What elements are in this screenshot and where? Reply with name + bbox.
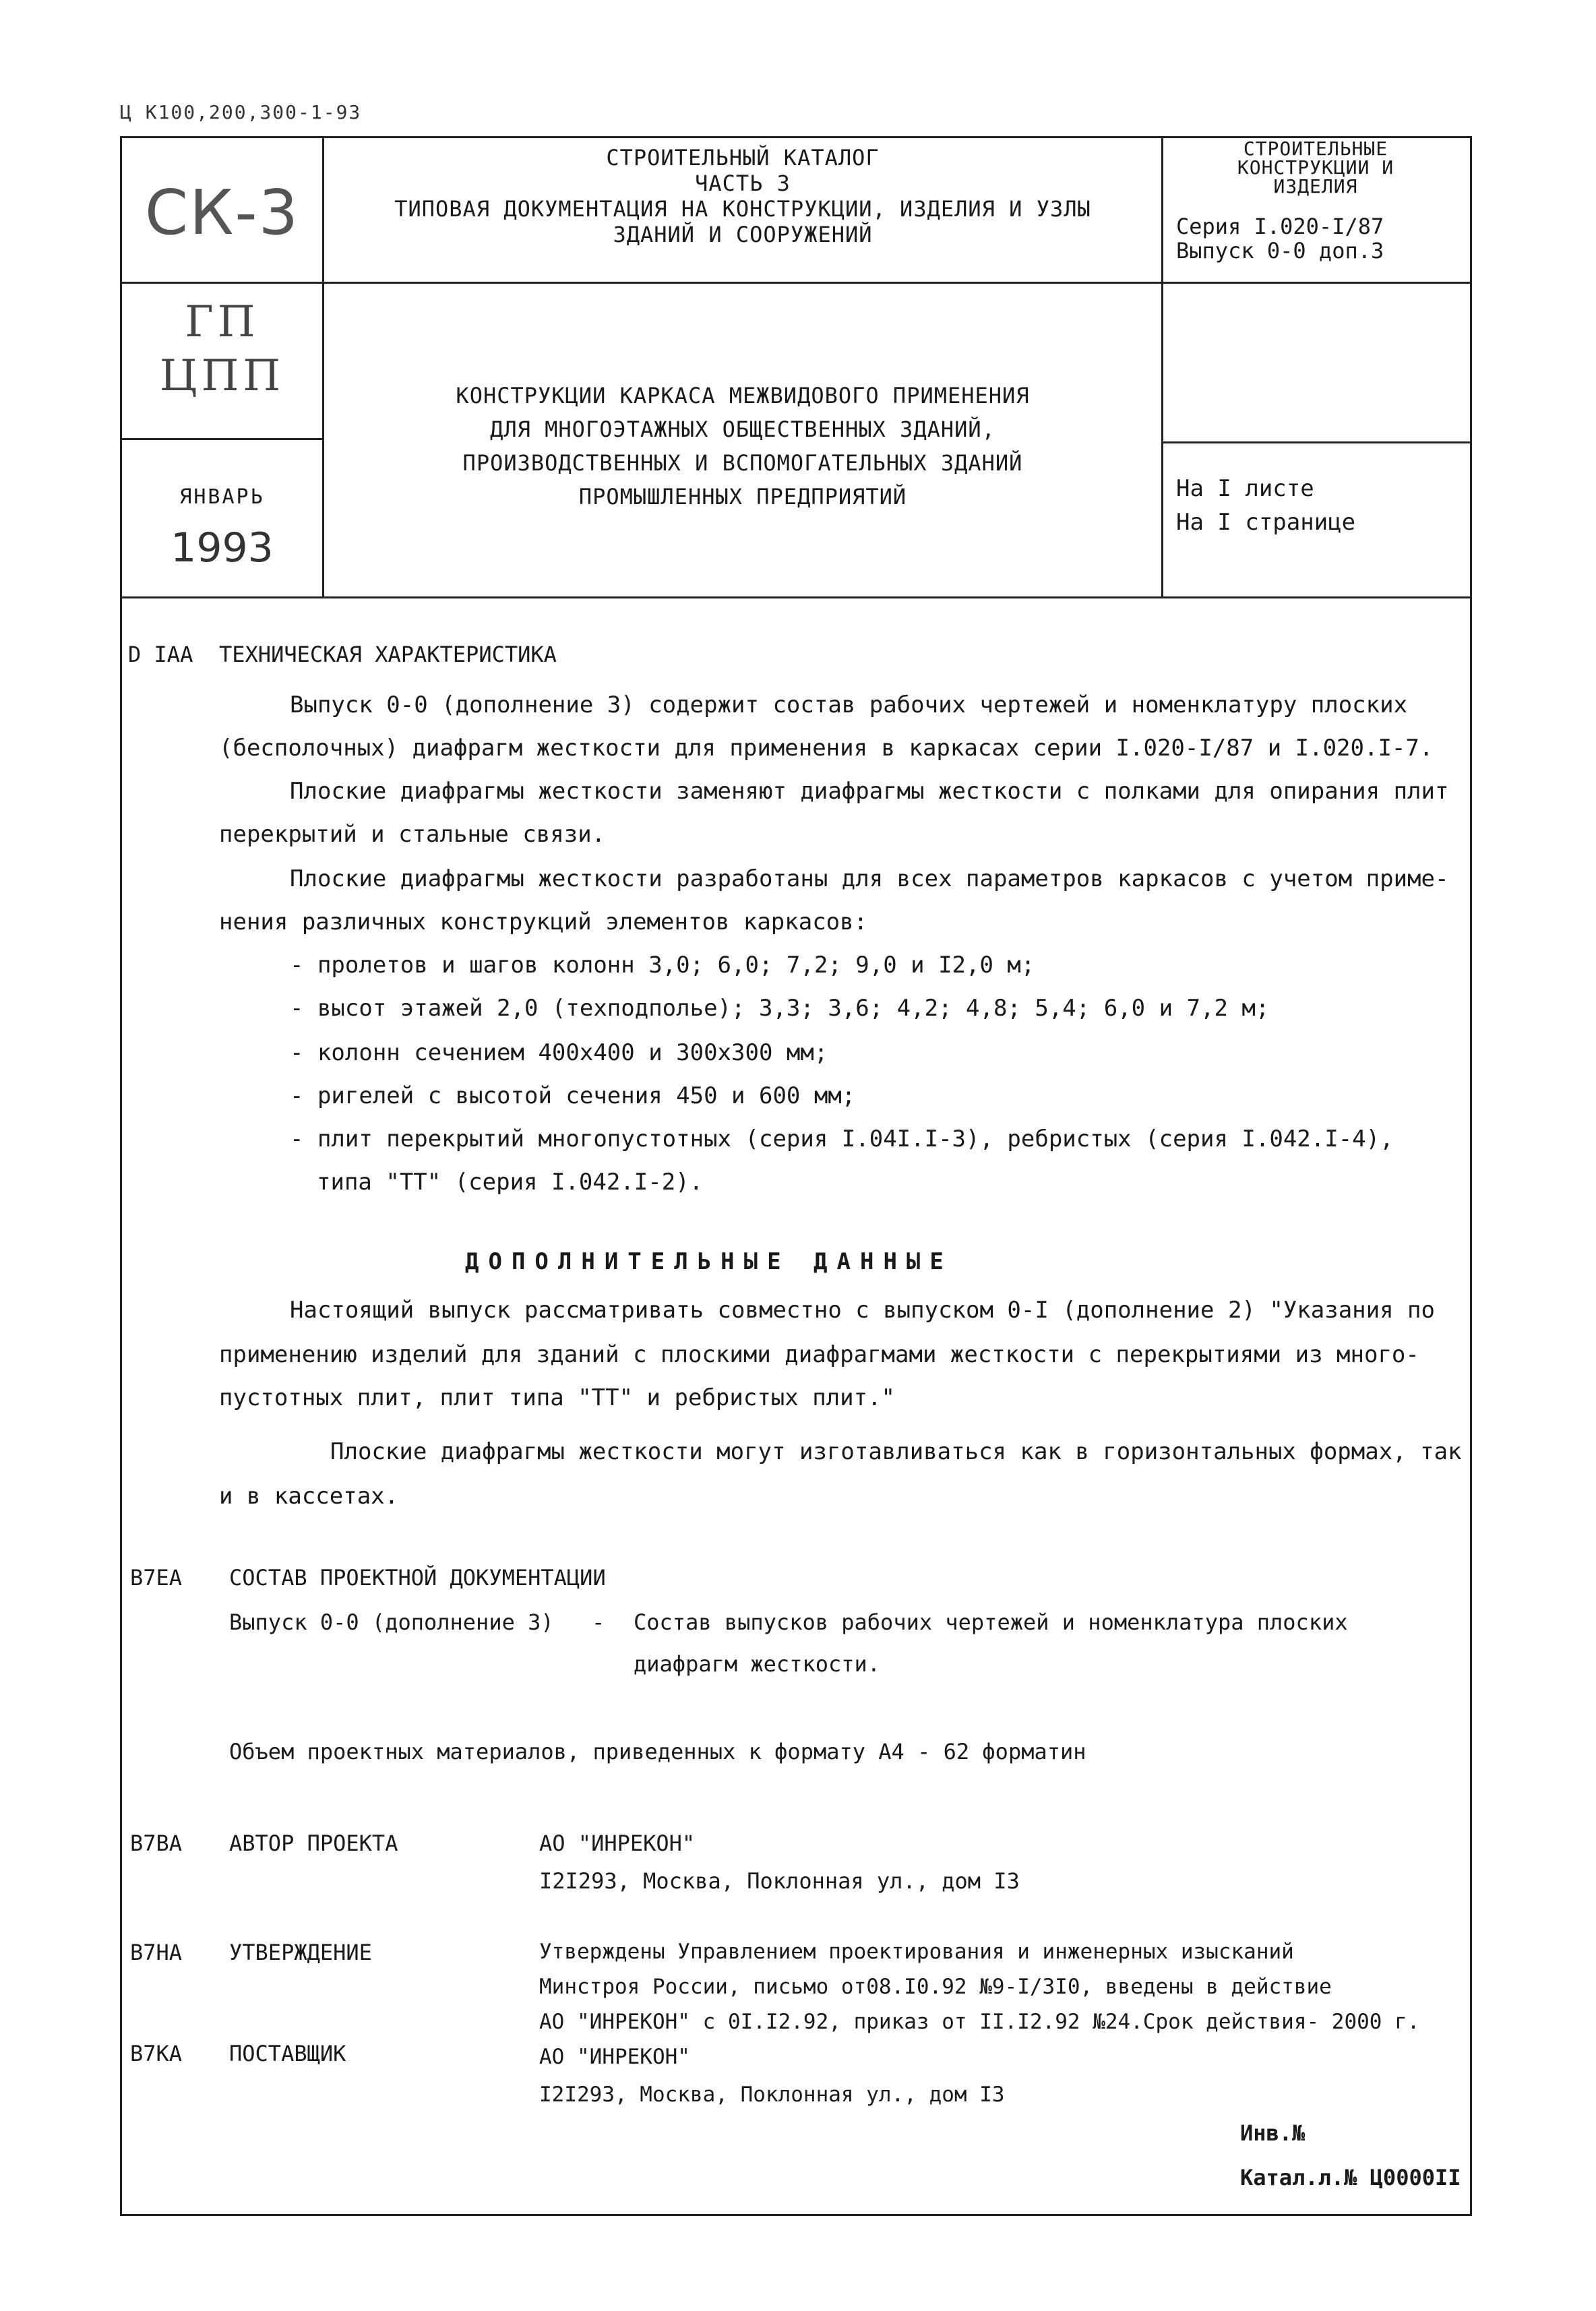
author-label: АВТОР ПРОЕКТА <box>229 1830 398 1856</box>
supplier-name: АО "ИНРЕКОН" <box>539 2045 690 2069</box>
approval-label: УТВЕРЖДЕНИЕ <box>229 1940 372 1965</box>
release-year: 1993 <box>171 524 274 572</box>
catalog-line-3: ТИПОВАЯ ДОКУМЕНТАЦИЯ НА КОНСТРУКЦИИ, ИЗДЕЛИЯ И УЗЛЫ <box>394 196 1091 222</box>
composition-issue: Выпуск 0-0 (дополнение 3) <box>229 1609 554 1635</box>
catalog-line-4: ЗДАНИЙ И СООРУЖЕНИЙ <box>613 222 873 247</box>
category-line-1: СТРОИТЕЛЬНЫЕ <box>1243 137 1388 160</box>
header-vline-2 <box>1161 136 1163 598</box>
tech-line-2: (бесполочных) диафрагм жесткости для применения в каркасах серии I.020-I/87 и I.020.I-7. <box>219 735 1434 762</box>
tech-line-4: перекрытий и стальные связи. <box>219 821 606 848</box>
tech-list-item-5-cont: типа "ТТ" (серия I.042.I-2). <box>317 1169 704 1196</box>
series-number: Серия I.020-I/87 <box>1176 214 1384 239</box>
catalog-title-block <box>324 145 1161 247</box>
supplier-code: В7КА <box>130 2041 183 2066</box>
supplier-label: ПОСТАВЩИК <box>229 2041 346 2066</box>
category-block <box>1163 137 1468 197</box>
tech-list-item-3: - колонн сечением 400х400 и 300х300 мм; <box>290 1039 828 1066</box>
category-line-2: КОНСТРУКЦИИ И <box>1237 156 1394 179</box>
approval-line-1: Утверждены Управлением проектирования и инженерных изысканий <box>539 1940 1294 1964</box>
additional-line-1: Настоящий выпуск рассматривать совместно с выпуском 0-I (дополнение 2) "Указания по <box>290 1297 1435 1324</box>
additional-line-2: применению изделий для зданий с плоскими диафрагмами жесткости с перекрытиями из много- <box>219 1341 1419 1368</box>
tech-code: D IAA <box>128 642 193 667</box>
sheets-info <box>1176 472 1355 539</box>
composition-code: В7ЕА <box>130 1565 183 1591</box>
tech-line-5: Плоские диафрагмы жесткости разработаны для всех параметров каркасов с учетом приме- <box>290 865 1449 892</box>
document-title <box>324 379 1161 514</box>
tech-list-item-1: - пролетов и шагов колонн 3,0; 6,0; 7,2; 9,0 и I2,0 м; <box>290 952 1035 979</box>
catalog-line-2: ЧАСТЬ 3 <box>695 171 791 196</box>
composition-dash: - <box>592 1609 605 1635</box>
additional-line-5: и в кассетах. <box>219 1483 399 1510</box>
title-line-4: ПРОМЫШЛЕННЫХ ПРЕДПРИЯТИЙ <box>578 484 907 510</box>
issue-number: Выпуск 0-0 доп.3 <box>1176 238 1384 264</box>
pages-count: На I странице <box>1176 509 1356 536</box>
tech-heading: ТЕХНИЧЕСКАЯ ХАРАКТЕРИСТИКА <box>219 642 557 667</box>
author-code: В7ВА <box>130 1830 183 1856</box>
composition-volume: Объем проектных материалов, приведенных к формату А4 - 62 форматин <box>229 1739 1086 1764</box>
composition-heading: СОСТАВ ПРОЕКТНОЙ ДОКУМЕНТАЦИИ <box>229 1565 606 1591</box>
approval-line-3: АО "ИНРЕКОН" с 0I.I2.92, приказ от II.I2.92 №24.Срок действия- 2000 г. <box>539 2010 1420 2034</box>
tech-line-1: Выпуск 0-0 (дополнение 3) содержит состав рабочих чертежей и номенклатуру плоских <box>290 691 1408 718</box>
release-month: ЯНВАРЬ <box>179 485 265 509</box>
additional-line-3: пустотных плит, плит типа "ТТ" и ребристых плит." <box>219 1384 896 1411</box>
author-name: АО "ИНРЕКОН" <box>539 1830 696 1856</box>
approval-code: В7НА <box>130 1940 183 1965</box>
title-line-3: ПРОИЗВОДСТВЕННЫХ И ВСПОМОГАТЕЛЬНЫХ ЗДАНИЙ <box>462 450 1023 476</box>
composition-desc-2: диафрагм жесткости. <box>634 1651 881 1677</box>
composition-desc-1: Состав выпусков рабочих чертежей и номенклатура плоских <box>634 1609 1348 1635</box>
catalog-line-1: СТРОИТЕЛЬНЫЙ КАТАЛОГ <box>606 145 880 171</box>
organization-block <box>122 295 322 403</box>
organization-cpp: ЦПП <box>159 351 285 401</box>
series-block <box>1176 214 1384 263</box>
supplier-address: I2I293, Москва, Поклонная ул., дом I3 <box>539 2083 1005 2107</box>
author-address: I2I293, Москва, Поклонная ул., дом I3 <box>539 1868 1020 1894</box>
tech-line-6: нения различных конструкций элементов каркасов: <box>219 908 868 935</box>
header-divider-right <box>1161 441 1470 443</box>
organization-gp: ГП <box>185 297 259 347</box>
inventory-number: Инв.№ <box>1240 2120 1306 2146</box>
header-divider-left <box>120 438 322 440</box>
approval-line-2: Минстроя России, письмо от08.I0.92 №9-I/3I0, введены в действие <box>539 1975 1332 1999</box>
catalog-sheet-number: Катал.л.№ Ц0000II <box>1240 2165 1461 2190</box>
sheets-count: На I листе <box>1176 475 1314 502</box>
additional-heading: ДОПОЛНИТЕЛЬНЫЕ ДАННЫЕ <box>465 1248 953 1275</box>
title-line-1: КОНСТРУКЦИИ КАРКАСА МЕЖВИДОВОГО ПРИМЕНЕНИЯ <box>456 383 1030 408</box>
tech-list-item-2: - высот этажей 2,0 (техподполье); 3,3; 3,6; 4,2; 4,8; 5,4; 6,0 и 7,2 м; <box>290 995 1270 1022</box>
tech-list-item-4: - ригелей с высотой сечения 450 и 600 мм; <box>290 1082 856 1109</box>
additional-line-4: Плоские диафрагмы жесткости могут изготавливаться как в горизонтальных формах, так <box>330 1438 1462 1465</box>
title-line-2: ДЛЯ МНОГОЭТАЖНЫХ ОБЩЕСТВЕННЫХ ЗДАНИЙ, <box>490 417 995 442</box>
tech-list-item-5: - плит перекрытий многопустотных (серия I.04I.I-3), ребристых (серия I.042.I-4), <box>290 1126 1394 1152</box>
document-code: Ц К100,200,300-1-93 <box>120 101 362 123</box>
category-line-3: ИЗДЕЛИЯ <box>1273 175 1358 197</box>
logo-sk3: СК-3 <box>144 177 300 249</box>
tech-line-3: Плоские диафрагмы жесткости заменяют диафрагмы жесткости с полками для опирания плит <box>290 778 1449 805</box>
